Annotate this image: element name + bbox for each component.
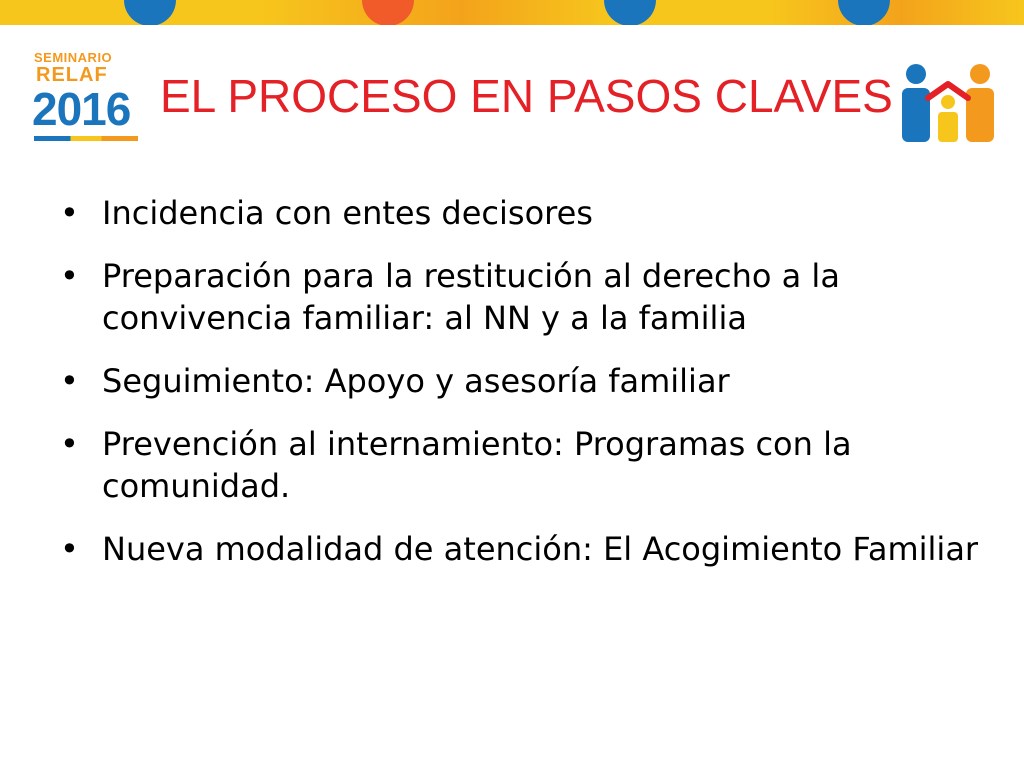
top-decorative-band <box>0 0 1024 25</box>
list-item <box>60 423 990 507</box>
bullet-point: • <box>60 362 79 400</box>
slide-title: EL PROCESO EN PASOS CLAVES <box>160 70 893 122</box>
logo-line-seminario: SEMINARIO <box>34 50 113 65</box>
list-item-text: Prevención al internamiento: Programas con la comunidad. <box>102 425 852 505</box>
list-item <box>60 360 990 402</box>
list-item <box>60 255 990 339</box>
band-dot-blue <box>604 0 656 25</box>
band-dot-orange <box>362 0 414 25</box>
list-item-text: Preparación para la restitución al derecho a la convivencia familiar: al NN y a la familia <box>102 257 840 337</box>
seminario-relaf-logo <box>30 50 140 145</box>
list-item-text: Seguimiento: Apoyo y asesoría familiar <box>102 362 730 400</box>
logo-line-relaf: RELAF <box>36 64 108 86</box>
list-item-text: Incidencia con entes decisores <box>102 194 593 232</box>
bullet-point: • <box>60 257 79 295</box>
bullet-list <box>60 192 990 591</box>
bullet-point: • <box>60 425 79 463</box>
family-icon <box>898 62 998 144</box>
bullet-point: • <box>60 194 79 232</box>
band-dot-blue <box>124 0 176 25</box>
logo-line-year: 2016 <box>32 83 131 135</box>
list-item-text: Nueva modalidad de atención: El Acogimiento Familiar <box>102 530 979 568</box>
band-dot-blue <box>838 0 890 25</box>
list-item <box>60 192 990 234</box>
bullet-point: • <box>60 530 79 568</box>
logo-underline <box>34 136 138 141</box>
list-item <box>60 528 990 570</box>
